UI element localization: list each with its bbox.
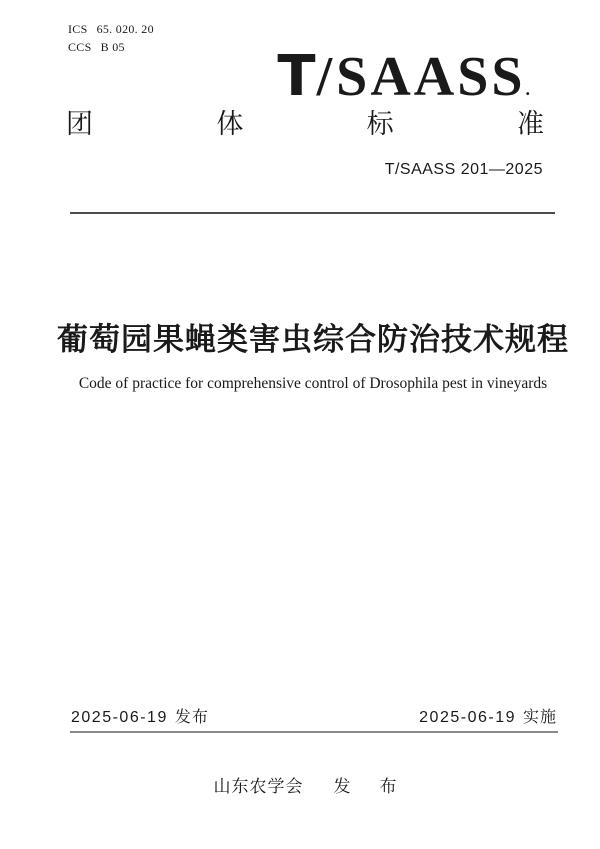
- standard-type-char: 体: [216, 109, 244, 139]
- organization-logo: [277, 44, 530, 109]
- classification-codes: [68, 20, 154, 56]
- standard-type-heading: [66, 110, 544, 140]
- implement-date-block: [419, 708, 557, 729]
- issue-date-block: [71, 708, 209, 729]
- standard-type-char: 准: [516, 109, 544, 139]
- ccs-code: B 05: [100, 40, 125, 54]
- ics-label: ICS: [68, 22, 88, 36]
- ics-code-row: [68, 20, 154, 38]
- header-divider-line: [70, 212, 555, 214]
- implement-date: 2025-06-19: [419, 709, 516, 726]
- ccs-label: CCS: [68, 40, 92, 54]
- logo-letter-t: T: [277, 44, 316, 109]
- standard-type-char: 团: [66, 109, 93, 139]
- standard-number: T/SAASS 201—2025: [384, 161, 543, 178]
- document-title-english: Code of practice for comprehensive control of Drosophila pest in vineyards: [78, 375, 548, 392]
- dates-row: [71, 708, 557, 729]
- publisher-row: [214, 772, 403, 797]
- standard-type-char: 标: [366, 109, 394, 139]
- implement-label: 实施: [522, 709, 557, 726]
- ccs-code-row: [68, 38, 154, 56]
- publisher-action-label: 发 布: [333, 777, 403, 796]
- logo-slash: /: [316, 46, 336, 108]
- logo-dot: .: [525, 79, 530, 99]
- issue-label: 发布: [174, 709, 209, 726]
- ics-code: 65. 020. 20: [96, 22, 154, 36]
- issue-date: 2025-06-19: [71, 709, 168, 726]
- logo-org-name: SAASS: [336, 46, 526, 108]
- document-title-chinese: 葡萄园果蝇类害虫综合防治技术规程: [57, 322, 569, 357]
- footer-divider-line: [70, 731, 558, 733]
- publisher-org: 山东农学会: [213, 777, 304, 796]
